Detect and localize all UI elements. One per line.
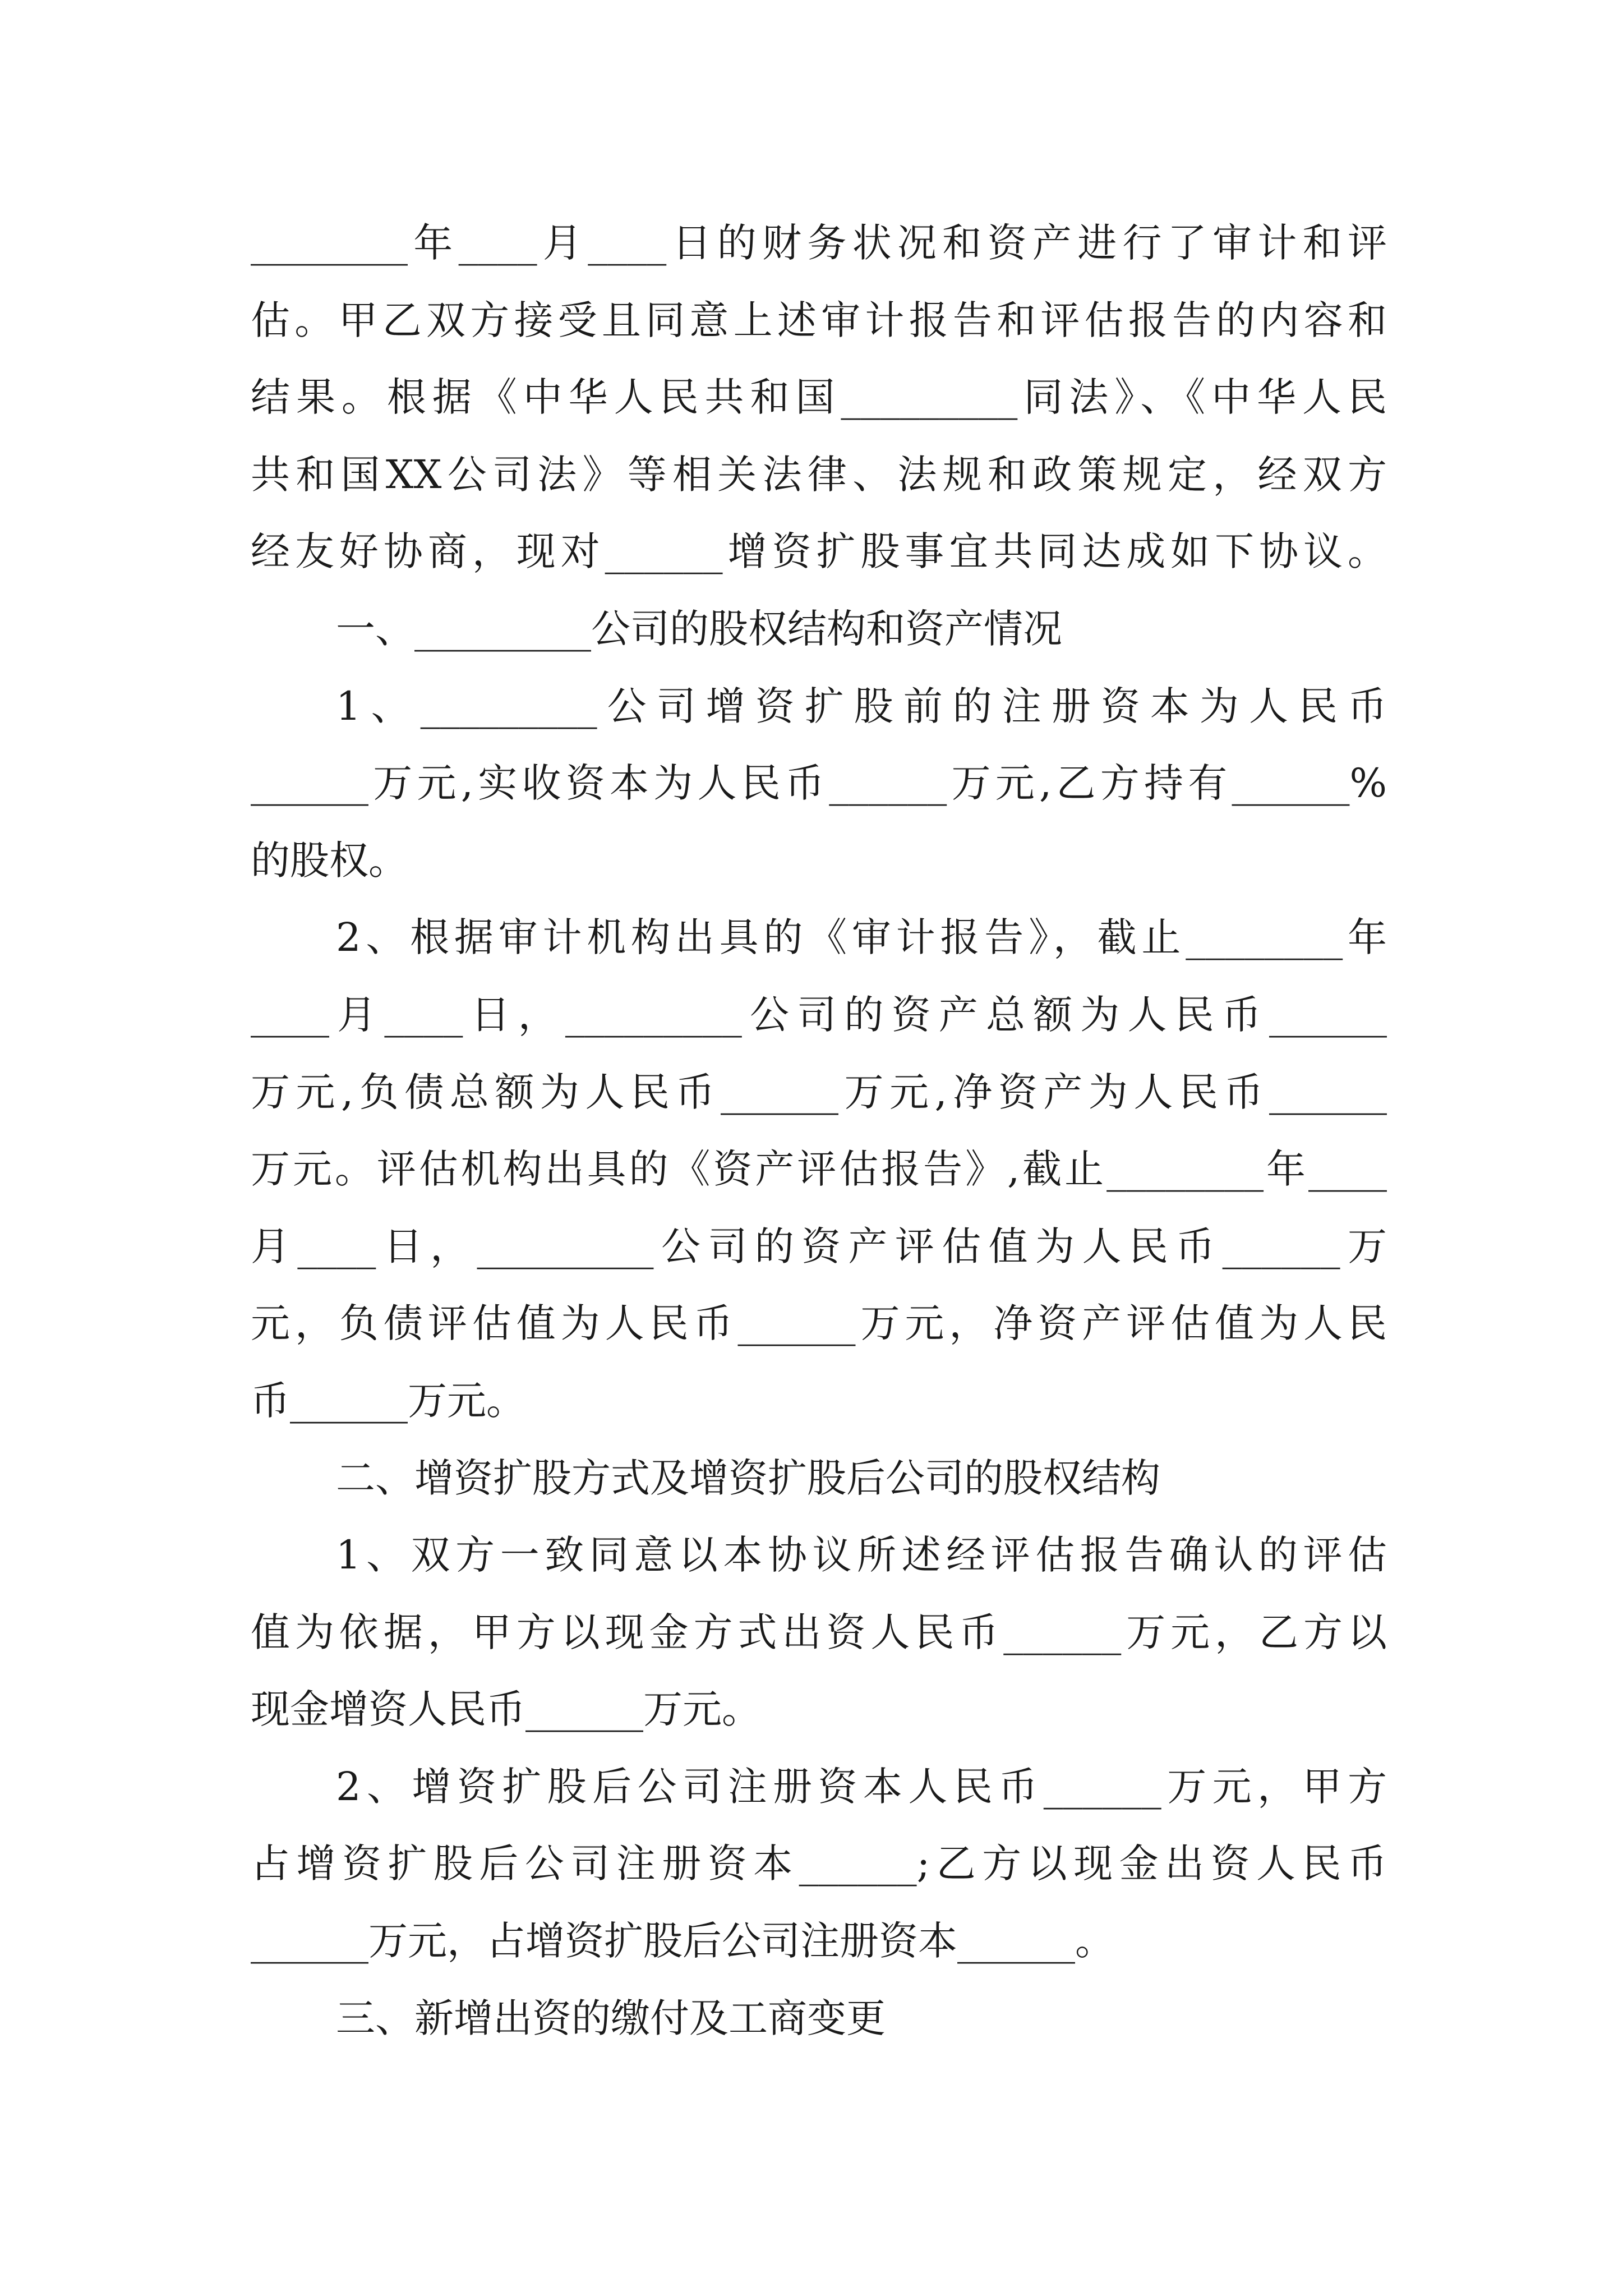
section-heading-text: 三、新增出资的缴付及工商变更 — [336, 1995, 886, 2041]
text-line: 估。甲乙双方接受且同意上述审计报告和评估报告的内容和 — [251, 297, 1387, 343]
section-heading — [251, 1440, 1387, 1517]
section-heading — [251, 591, 1387, 668]
text-line: 2、根据审计机构出具的《审计报告》，截止________年 — [336, 914, 1387, 961]
paragraph — [251, 1749, 1387, 1980]
text-line: 元，负债评估值为人民币______万元，净资产评估值为人民 — [251, 1300, 1387, 1347]
text-line: 1、_________公司增资扩股前的注册资本为人民币 — [336, 683, 1387, 729]
text-line: ____月____日，_________公司的资产总额为人民币______ — [251, 991, 1387, 1038]
text-line: 2、增资扩股后公司注册资本人民币______万元，甲方 — [336, 1763, 1387, 1810]
paragraph — [251, 899, 1387, 1439]
text-line: 占增资扩股后公司注册资本______;乙方以现金出资人民币 — [251, 1841, 1387, 1887]
paragraph — [251, 668, 1387, 900]
paragraph — [251, 1517, 1387, 1749]
text-line: 月____日，_________公司的资产评估值为人民币______万 — [251, 1223, 1387, 1269]
paragraph — [251, 205, 1387, 591]
text-line: ______万元，占增资扩股后公司注册资本______。 — [251, 1918, 1114, 1964]
document-body — [251, 205, 1387, 2057]
text-line: 值为依据，甲方以现金方式出资人民币______万元，乙方以 — [251, 1609, 1387, 1655]
text-line: 结果。根据《中华人民共和国_________同法》、《中华人民 — [251, 374, 1387, 421]
section-heading — [251, 1980, 1387, 2058]
text-line: 共和国XX公司法》等相关法律、法规和政策规定，经双方 — [251, 451, 1387, 498]
text-line: 币______万元。 — [251, 1377, 525, 1424]
text-line: ________年____月____日的财务状况和资产进行了审计和评 — [251, 220, 1387, 266]
text-line: 1、双方一致同意以本协议所述经评估报告确认的评估 — [336, 1532, 1387, 1579]
text-line: 的股权。 — [251, 837, 408, 884]
text-line: 现金增资人民币______万元。 — [251, 1686, 761, 1733]
text-line: 经友好协商，现对______增资扩股事宜共同达成如下协议。 — [251, 528, 1387, 575]
text-line: 万元。评估机构出具的《资产评估报告》,截止________年____ — [251, 1146, 1387, 1193]
section-heading-text: 一、_________公司的股权结构和资产情况 — [336, 605, 1062, 652]
text-line: ______万元,实收资本为人民币______万元,乙方持有______% — [251, 760, 1387, 807]
section-heading-text: 二、增资扩股方式及增资扩股后公司的股权结构 — [336, 1455, 1160, 1501]
text-line: 万元,负债总额为人民币______万元,净资产为人民币______ — [251, 1069, 1387, 1115]
